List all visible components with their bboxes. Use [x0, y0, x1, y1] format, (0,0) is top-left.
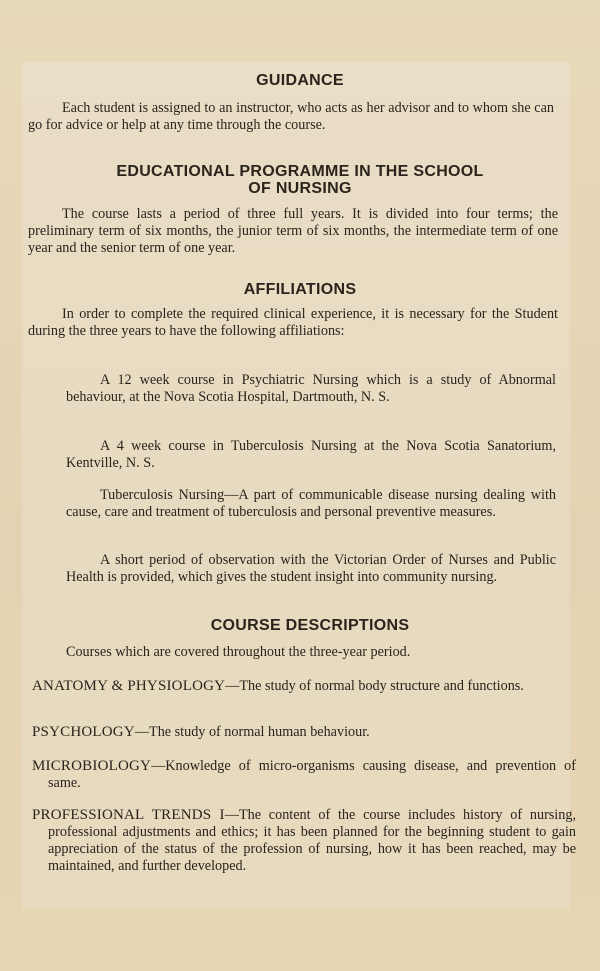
educational-text: The course lasts a period of three full years. It is divided into four terms; the preliminary term of six months, the junior term of six months, the intermediate term of one year and the senior term of one year. — [28, 206, 558, 256]
course-entry — [32, 724, 576, 741]
educational-heading-line2: OF NURSING — [248, 180, 352, 197]
educational-heading-line1: EDUCATIONAL PROGRAMME IN THE SCHOOL — [116, 163, 484, 180]
course-descriptions-heading: COURSE DESCRIPTIONS — [210, 617, 410, 634]
course-name: PROFESSIONAL TRENDS I — [32, 807, 225, 823]
course-desc: —The content of the course includes history of nursing, professional adjustments and ethics; it has been planned for the beginning student to gain appreciation of the status of the profession of nursing, how it has been reached, may be maintained, and further developed. — [48, 807, 576, 874]
affiliation-item: Tuberculosis Nursing—A part of communicable disease nursing dealing with cause, care and treatment of tuberculosis and personal preventive measures. — [66, 487, 556, 520]
course-entry — [32, 758, 576, 792]
guidance-heading: GUIDANCE — [256, 72, 344, 89]
affiliations-intro: In order to complete the required clinical experience, it is necessary for the Student during the three years to have the following affiliations: — [28, 306, 558, 339]
course-entry — [32, 678, 576, 695]
affiliation-item: A 12 week course in Psychiatric Nursing which is a study of Abnormal behaviour, at the Nova Scotia Hospital, Dartmouth, N. S. — [66, 372, 556, 405]
course-name: ANATOMY & PHYSIOLOGY — [32, 678, 226, 694]
course-descriptions-intro: Courses which are covered throughout the three-year period. — [66, 644, 411, 660]
affiliations-heading: AFFILIATIONS — [243, 281, 357, 298]
affiliation-item: A short period of observation with the Victorian Order of Nurses and Public Health is provided, which gives the student insight into community nursing. — [66, 552, 556, 585]
course-entry — [32, 807, 576, 875]
affiliation-item: A 4 week course in Tuberculosis Nursing at the Nova Scotia Sanatorium, Kentville, N. S. — [66, 438, 556, 471]
course-name: MICROBIOLOGY — [32, 758, 152, 774]
course-desc: —The study of normal body structure and functions. — [225, 678, 524, 694]
course-desc: —Knowledge of micro-organisms causing disease, and prevention of same. — [48, 758, 576, 791]
guidance-text: Each student is assigned to an instructor, who acts as her advisor and to whom she can go for advice or help at any time through the course. — [28, 100, 554, 133]
course-desc: —The study of normal human behaviour. — [134, 724, 370, 740]
course-name: PSYCHOLOGY — [32, 724, 135, 740]
